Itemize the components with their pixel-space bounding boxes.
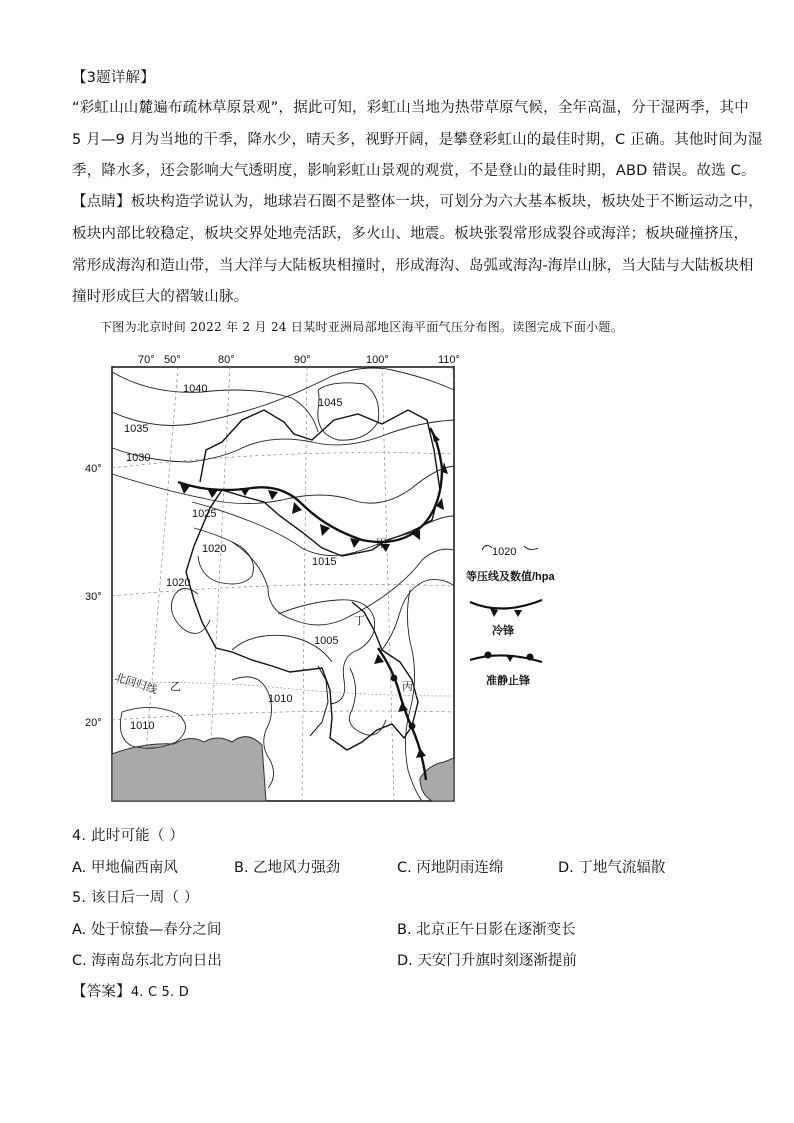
q4-stem: 4. 此时可能（ ） bbox=[72, 828, 185, 844]
lat-label: 30° bbox=[85, 591, 102, 603]
q5-stem: 5. 该日后一周（ ） bbox=[72, 890, 199, 906]
q4-option-c: C. 丙地阴雨连绵 bbox=[397, 860, 504, 876]
q4-option-d: D. 丁地气流辐散 bbox=[558, 860, 666, 876]
q4-option-b: B. 乙地风力强劲 bbox=[234, 860, 341, 876]
lon-label: 110° bbox=[438, 354, 460, 366]
legend-cold-front-label: 冷锋 bbox=[492, 625, 514, 637]
q3-heading: 【3题详解】 bbox=[72, 70, 155, 86]
answer-line bbox=[72, 982, 189, 1003]
lon-label: 100° bbox=[366, 354, 389, 366]
q3-paragraph-line: 5 月—9 月为当地的干季，降水少，晴天多，视野开阔，是攀登彩虹山的最佳时期，C 正确。其他时间为湿 bbox=[72, 132, 763, 148]
isobar-label: 1020 bbox=[202, 543, 227, 555]
tip-paragraph-line: 板块内部比较稳定，板块交界处地壳活跃，多火山、地震。板块张裂常形成裂谷或海洋；板块碰撞挤压， bbox=[72, 226, 749, 242]
lon-label: 70° bbox=[138, 354, 155, 366]
isobar-label: 1040 bbox=[183, 383, 208, 395]
q3-paragraph-line: 季，降水多，还会影响大气透明度，影响彩虹山景观的观赏，不是登山的最佳时期，ABD 错误。故选 C。 bbox=[72, 163, 756, 179]
q3-paragraph-line: “彩虹山山麓遍布疏林草原景观”，据此可知，彩虹山当地为热带草原气候，全年高温，分干湿两季，其中 bbox=[72, 100, 749, 116]
tropic-label: 北回归线 bbox=[113, 671, 159, 697]
isobar-label: 1010 bbox=[130, 720, 155, 732]
place-jia: 甲 bbox=[376, 538, 387, 550]
legend-stationary-front-label: 准静止锋 bbox=[486, 675, 530, 687]
isobar-label: 1015 bbox=[312, 556, 337, 568]
legend-cold-front-line bbox=[470, 600, 542, 609]
legend-isobar-label: 等压线及数值/hpa bbox=[466, 571, 555, 583]
tip-paragraph-line: 撞时形成巨大的褶皱山脉。 bbox=[72, 289, 249, 305]
place-ding: 丁 bbox=[354, 615, 365, 627]
isobar-label: 1030 bbox=[126, 452, 151, 464]
lon-label: 80° bbox=[218, 354, 235, 366]
lon-label: 90° bbox=[294, 354, 311, 366]
tip-paragraph-line: 常形成海沟和造山带，当大洋与大陆板块相撞时，形成海沟、岛弧或海沟-海岸山脉，当大陆与大陆板块相 bbox=[72, 258, 754, 274]
q5-option-c: C. 海南岛东北方向日出 bbox=[72, 953, 222, 969]
q4-option-a: A. 甲地偏西南风 bbox=[72, 860, 178, 876]
place-bing: 丙 bbox=[402, 681, 413, 693]
q5-option-b: B. 北京正午日影在逐渐变长 bbox=[397, 922, 576, 938]
place-yi: 乙 bbox=[170, 681, 181, 693]
pressure-map bbox=[82, 350, 462, 810]
isobar-label: 1010 bbox=[268, 693, 293, 705]
q5-option-a: A. 处于惊蛰—春分之间 bbox=[72, 922, 222, 938]
isobar-label: 1035 bbox=[124, 423, 149, 435]
q5-option-d: D. 天安门升旗时刻逐渐提前 bbox=[397, 953, 577, 969]
cold-front-jia bbox=[178, 428, 442, 542]
lat-label: 40° bbox=[85, 463, 102, 475]
isobar-label: 1020 bbox=[166, 577, 191, 589]
lon-label: 50° bbox=[164, 354, 181, 366]
legend-isobar-value: 1020 bbox=[492, 546, 517, 558]
isobar-label: 1025 bbox=[192, 508, 217, 520]
lat-label: 20° bbox=[85, 717, 102, 729]
isobar-label: 1005 bbox=[314, 635, 339, 647]
legend-isobar-sample bbox=[482, 545, 492, 550]
isobar-label: 1045 bbox=[318, 397, 343, 409]
stationary-front-bing bbox=[378, 648, 426, 780]
answer-value: 4. C 5. D bbox=[130, 985, 189, 1000]
tip-paragraph-line: 【点睛】板块构造学说认为，地球岩石圈不是整体一块，可划分为六大基本板块，板块处于不断运动之中， bbox=[72, 194, 763, 210]
map-legend bbox=[462, 538, 582, 692]
figure-intro: 下图为北京时间 2022 年 2 月 24 日某时亚洲局部地区海平面气压分布图。读图完成下面小题。 bbox=[100, 320, 624, 334]
answer-label: 【答案】 bbox=[72, 984, 131, 1000]
